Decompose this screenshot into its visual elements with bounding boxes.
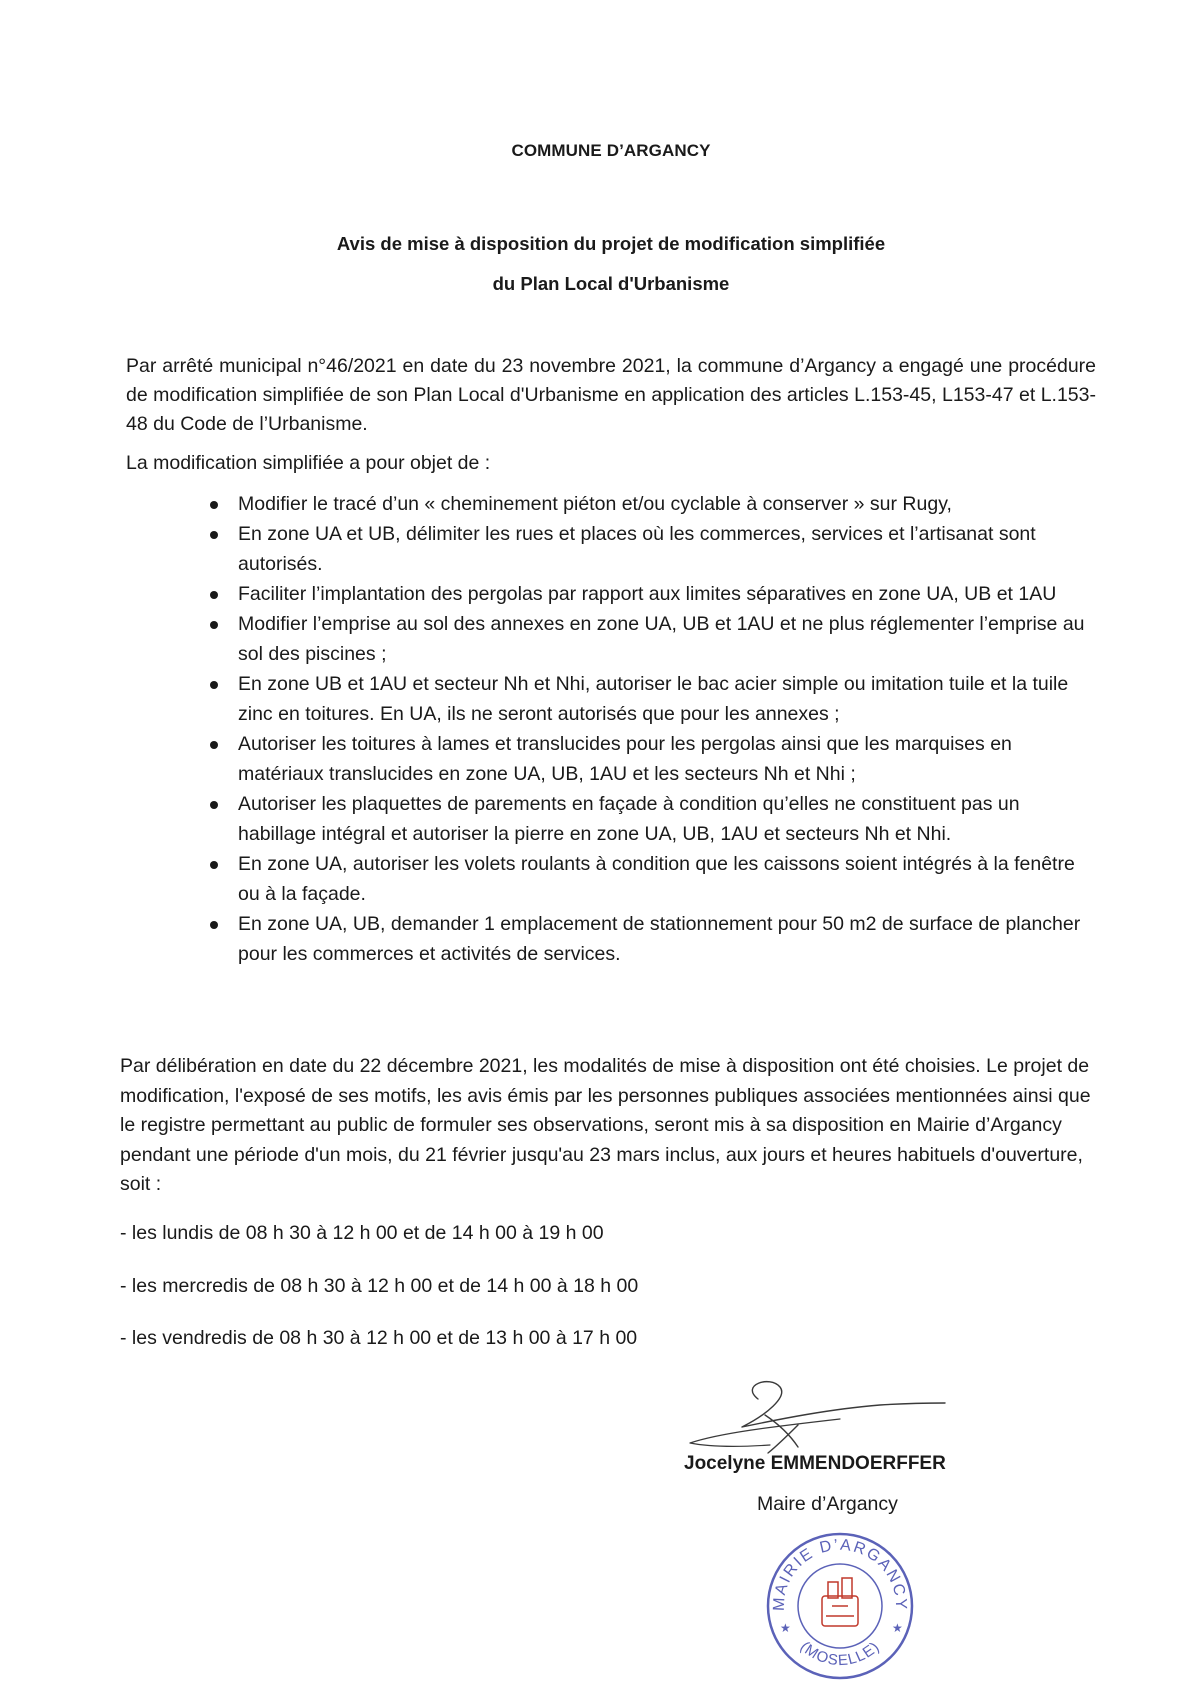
- list-item: [210, 669, 1090, 729]
- bullet-icon: [210, 591, 218, 599]
- objet-line: La modification simplifiée a pour objet de :: [126, 452, 491, 474]
- list-item: [210, 909, 1090, 969]
- notice-title: [0, 224, 1190, 304]
- bullet-icon: [210, 921, 218, 929]
- bullet-icon: [210, 681, 218, 689]
- svg-text:★: ★: [892, 1621, 903, 1635]
- list-item: [210, 729, 1090, 789]
- list-item: [210, 489, 1090, 519]
- list-item-text: En zone UB et 1AU et secteur Nh et Nhi, autoriser le bac acier simple ou imitation tuile et la tuile zinc en toitures. En UA, ils ne seront autorisés que pour les annexes ;: [238, 673, 1069, 725]
- notice-title-line-1: Avis de mise à disposition du projet de modification simplifiée: [336, 233, 886, 254]
- list-item: [210, 789, 1090, 849]
- hours-vendredis: - les vendredis de 08 h 30 à 12 h 00 et de 13 h 00 à 17 h 00: [120, 1327, 638, 1349]
- list-item: [210, 519, 1090, 579]
- list-item-text: Autoriser les plaquettes de parements en façade à condition qu’elles ne constituent pas un habillage intégral et autoriser la pierre en zone UA, UB, 1AU et secteurs Nh et Nhi.: [238, 793, 1020, 845]
- intro-section: [126, 352, 1096, 478]
- stamp-bottom-text: (MOSELLE): [796, 1638, 884, 1670]
- official-stamp: [760, 1520, 920, 1680]
- hours-mercredis: - les mercredis de 08 h 30 à 12 h 00 et de 14 h 00 à 18 h 00: [120, 1275, 639, 1297]
- commune-heading: COMMUNE D’ARGANCY: [511, 141, 711, 160]
- intro-paragraph: Par arrêté municipal n°46/2021 en date du 23 novembre 2021, la commune d’Argancy a engagé une procédure de modification simplifiée de son Plan Local d'Urbanisme en application des articles L.153-45, L153-47 et L.153-48 du Code de l’Urbanisme.: [126, 355, 1096, 435]
- stamp-top-text: MAIRIE D’ARGANCY: [770, 1536, 910, 1612]
- bullet-icon: [210, 741, 218, 749]
- list-item-text: Autoriser les toitures à lames et translucides pour les pergolas ainsi que les marquises en matériaux translucides en zone UA, UB, 1AU et les secteurs Nh et Nhi ;: [238, 733, 1012, 785]
- coat-of-arms-icon: [822, 1578, 858, 1626]
- notice-title-line-2: du Plan Local d'Urbanisme: [492, 273, 730, 294]
- bullet-icon: [210, 621, 218, 629]
- svg-text:★: ★: [780, 1621, 791, 1635]
- svg-text:MAIRIE D’ARGANCY: [771, 1537, 909, 1612]
- list-item: [210, 609, 1090, 669]
- list-item: [210, 579, 1090, 609]
- bullet-icon: [210, 501, 218, 509]
- list-item-text: Modifier le tracé d’un « cheminement piéton et/ou cyclable à conserver » sur Rugy,: [238, 493, 952, 515]
- bullet-icon: [210, 801, 218, 809]
- svg-text:(MOSELLE): [797, 1638, 883, 1669]
- bullet-icon: [210, 531, 218, 539]
- hours-lundis: - les lundis de 08 h 30 à 12 h 00 et de 14 h 00 à 19 h 00: [120, 1222, 604, 1244]
- list-item-text: En zone UA, UB, demander 1 emplacement de stationnement pour 50 m2 de surface de plancher pour les commerces et activités de services.: [238, 913, 1081, 965]
- bullet-icon: [210, 861, 218, 869]
- list-item-text: Faciliter l’implantation des pergolas par rapport aux limites séparatives en zone UA, UB et 1AU: [238, 583, 1057, 605]
- handwritten-signature: [680, 1375, 950, 1465]
- signer-role: Maire d’Argancy: [757, 1493, 898, 1515]
- list-item-text: En zone UA, autoriser les volets roulants à condition que les caissons soient intégrés à la fenêtre ou à la façade.: [238, 853, 1075, 905]
- signer-name: Jocelyne EMMENDOERFFER: [684, 1453, 946, 1474]
- deliberation-paragraph: Par délibération en date du 22 décembre 2021, les modalités de mise à disposition ont été choisies. Le projet de modification, l'exposé de ses motifs, les avis émis par les personnes publiques associées mentionnées ainsi que le registre permettant au public de formuler ses observations, seront mis à sa disposition en Mairie d’Argancy pendant une période d'un mois, du 21 février jusqu'au 23 mars inclus, aux jours et heures habituels d'ouverture, soit :: [120, 1055, 1091, 1195]
- list-item-text: Modifier l’emprise au sol des annexes en zone UA, UB et 1AU et ne plus réglementer l’emprise au sol des piscines ;: [238, 613, 1085, 665]
- list-item-text: En zone UA et UB, délimiter les rues et places où les commerces, services et l’artisanat sont autorisés.: [238, 523, 1036, 575]
- list-item: [210, 849, 1090, 909]
- deliberation-section: [120, 1052, 1095, 1200]
- modification-list: [210, 489, 1090, 969]
